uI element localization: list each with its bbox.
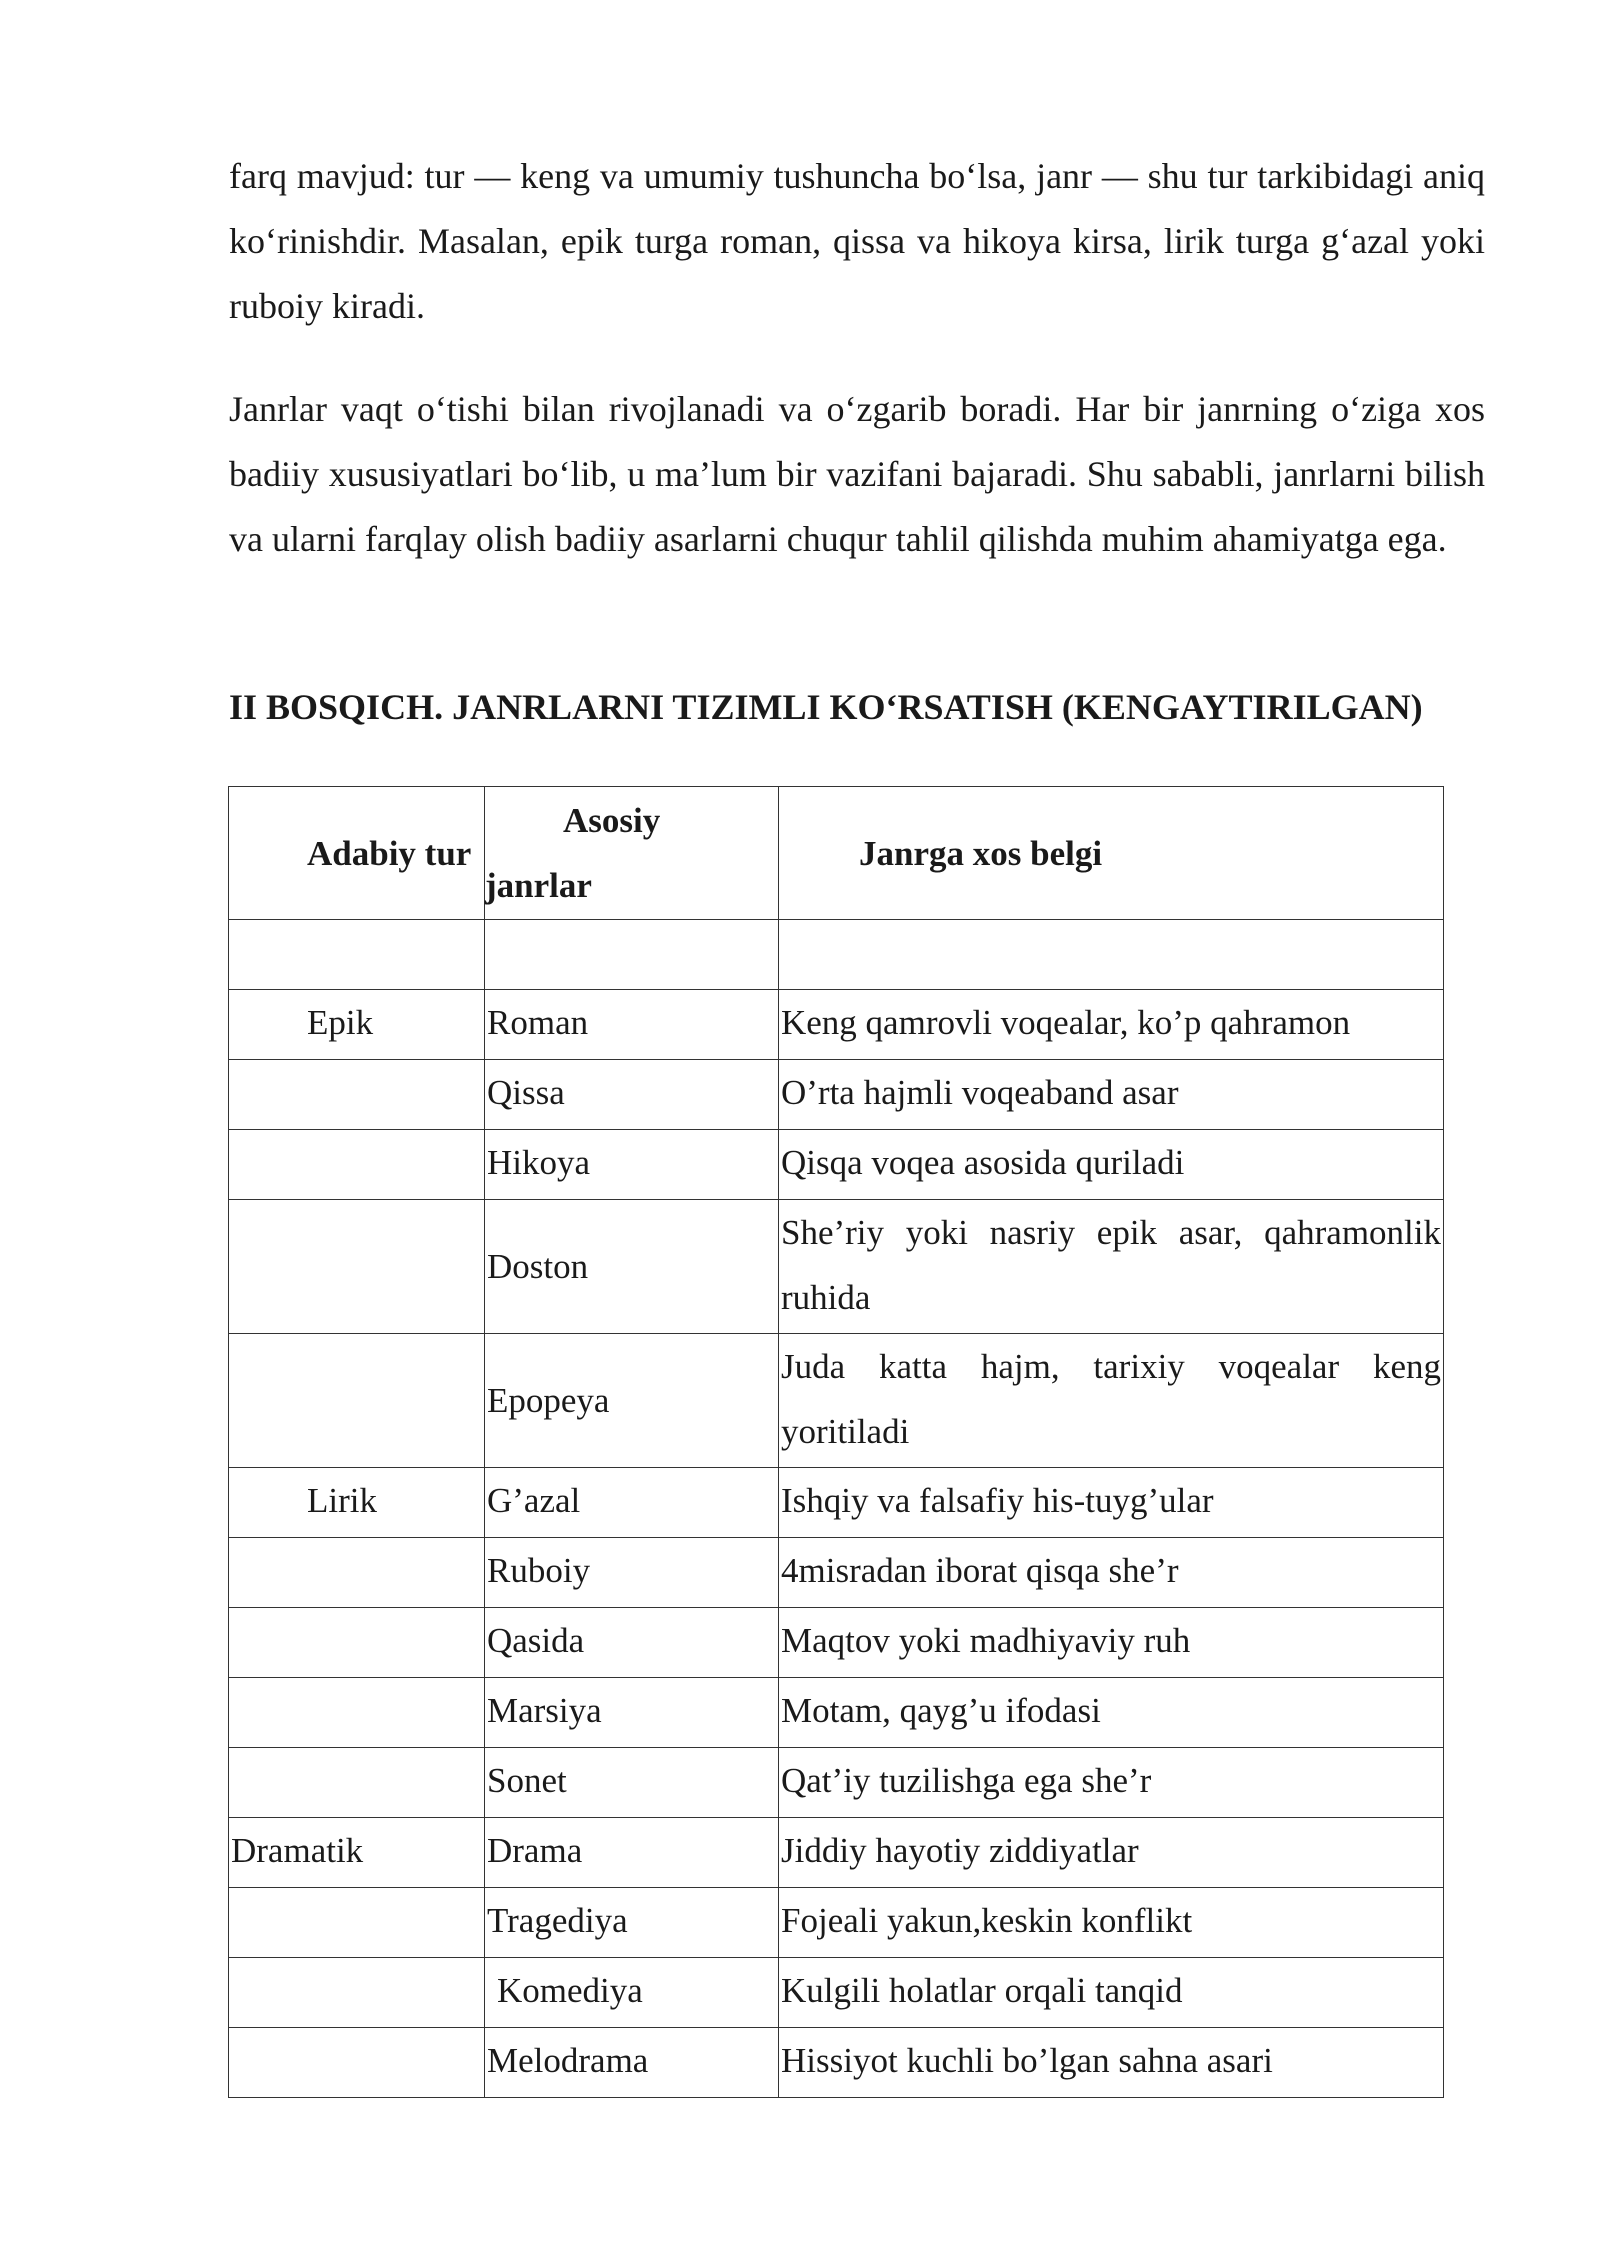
genre-cell: Marsiya	[485, 1678, 779, 1748]
genre-cell: Sonet	[485, 1748, 779, 1818]
feature-cell: Motam, qayg’u ifodasi	[779, 1678, 1444, 1748]
genre-cell: Epopeya	[485, 1334, 779, 1468]
genre-cell: Komediya	[485, 1958, 779, 2028]
genre-cell: Tragediya	[485, 1888, 779, 1958]
type-cell	[229, 1130, 485, 1200]
feature-cell: Jiddiy hayotiy ziddiyatlar	[779, 1818, 1444, 1888]
feature-cell: Hissiyot kuchli bo’lgan sahna asari	[779, 2028, 1444, 2098]
table-row	[229, 1818, 1444, 1888]
type-cell	[229, 1678, 485, 1748]
table-row	[229, 1334, 1444, 1468]
intro-paragraph: farq mavjud: tur — keng va umumiy tushuncha bo‘lsa, janr — shu tur tarkibidagi aniq ko‘rinishdir. Masalan, epik turga roman, qissa va hikoya kirsa, lirik turga g‘azal yoki ruboiy kiradi.	[229, 156, 1485, 326]
table-row	[229, 2028, 1444, 2098]
table-row	[229, 1888, 1444, 1958]
table-row	[229, 1538, 1444, 1608]
empty-row	[229, 920, 1444, 990]
table-row	[229, 1468, 1444, 1538]
type-cell	[229, 1334, 485, 1468]
genre-cell: Doston	[485, 1200, 779, 1334]
section-heading: II BOSQICH. JANRLARNI TIZIMLI KO‘RSATISH (KENGAYTIRILGAN)	[229, 687, 1423, 727]
feature-cell: Fojeali yakun,keskin konflikt	[779, 1888, 1444, 1958]
table-row	[229, 990, 1444, 1060]
feature-cell: Qat’iy tuzilishga ega she’r	[779, 1748, 1444, 1818]
feature-cell: Juda katta hajm, tarixiy voqealar keng yoritiladi	[779, 1334, 1444, 1468]
header-literary-type: Adabiy tur	[229, 787, 485, 920]
feature-cell: Maqtov yoki madhiyaviy ruh	[779, 1608, 1444, 1678]
table-row	[229, 1608, 1444, 1678]
feature-cell: Kulgili holatlar orqali tanqid	[779, 1958, 1444, 2028]
table-row	[229, 1678, 1444, 1748]
genre-cell: Ruboiy	[485, 1538, 779, 1608]
genre-cell: Roman	[485, 990, 779, 1060]
feature-cell: Qisqa voqea asosida quriladi	[779, 1130, 1444, 1200]
type-cell: Lirik	[229, 1468, 485, 1538]
header-main-genres: Asosiy janrlar	[485, 787, 779, 920]
table-header-row	[229, 787, 1444, 920]
genre-cell: Hikoya	[485, 1130, 779, 1200]
empty-cell	[779, 920, 1444, 990]
type-cell	[229, 1200, 485, 1334]
genre-cell: Drama	[485, 1818, 779, 1888]
header-genre-feature: Janrga xos belgi	[779, 787, 1444, 920]
type-cell: Epik	[229, 990, 485, 1060]
type-cell	[229, 1608, 485, 1678]
genre-cell: Melodrama	[485, 2028, 779, 2098]
type-cell	[229, 1748, 485, 1818]
type-cell: Dramatik	[229, 1818, 485, 1888]
genre-cell: G’azal	[485, 1468, 779, 1538]
type-cell	[229, 1888, 485, 1958]
table-row	[229, 1200, 1444, 1334]
feature-cell: Ishqiy va falsafiy his-tuyg’ular	[779, 1468, 1444, 1538]
feature-cell: She’riy yoki nasriy epik asar, qahramonlik ruhida	[779, 1200, 1444, 1334]
genre-cell: Qasida	[485, 1608, 779, 1678]
table-row	[229, 1130, 1444, 1200]
genres-development-paragraph: Janrlar vaqt o‘tishi bilan rivojlanadi va o‘zgarib boradi. Har bir janrning o‘ziga xos badiiy xususiyatlari bo‘lib, u ma’lum bir vazifani bajaradi. Shu sababli, janrlarni bilish va ularni farqlay olish badiiy asarlarni chuqur tahlil qilishda muhim ahamiyatga ega.	[229, 389, 1485, 559]
empty-cell	[229, 920, 485, 990]
empty-cell	[485, 920, 779, 990]
type-cell	[229, 1538, 485, 1608]
table-row	[229, 1958, 1444, 2028]
type-cell	[229, 1958, 485, 2028]
feature-cell: 4misradan iborat qisqa she’r	[779, 1538, 1444, 1608]
feature-cell: Keng qamrovli voqealar, ko’p qahramon	[779, 990, 1444, 1060]
type-cell	[229, 2028, 485, 2098]
table-row	[229, 1748, 1444, 1818]
genres-table	[228, 786, 1444, 2098]
feature-cell: O’rta hajmli voqeaband asar	[779, 1060, 1444, 1130]
type-cell	[229, 1060, 485, 1130]
table-row	[229, 1060, 1444, 1130]
genre-cell: Qissa	[485, 1060, 779, 1130]
